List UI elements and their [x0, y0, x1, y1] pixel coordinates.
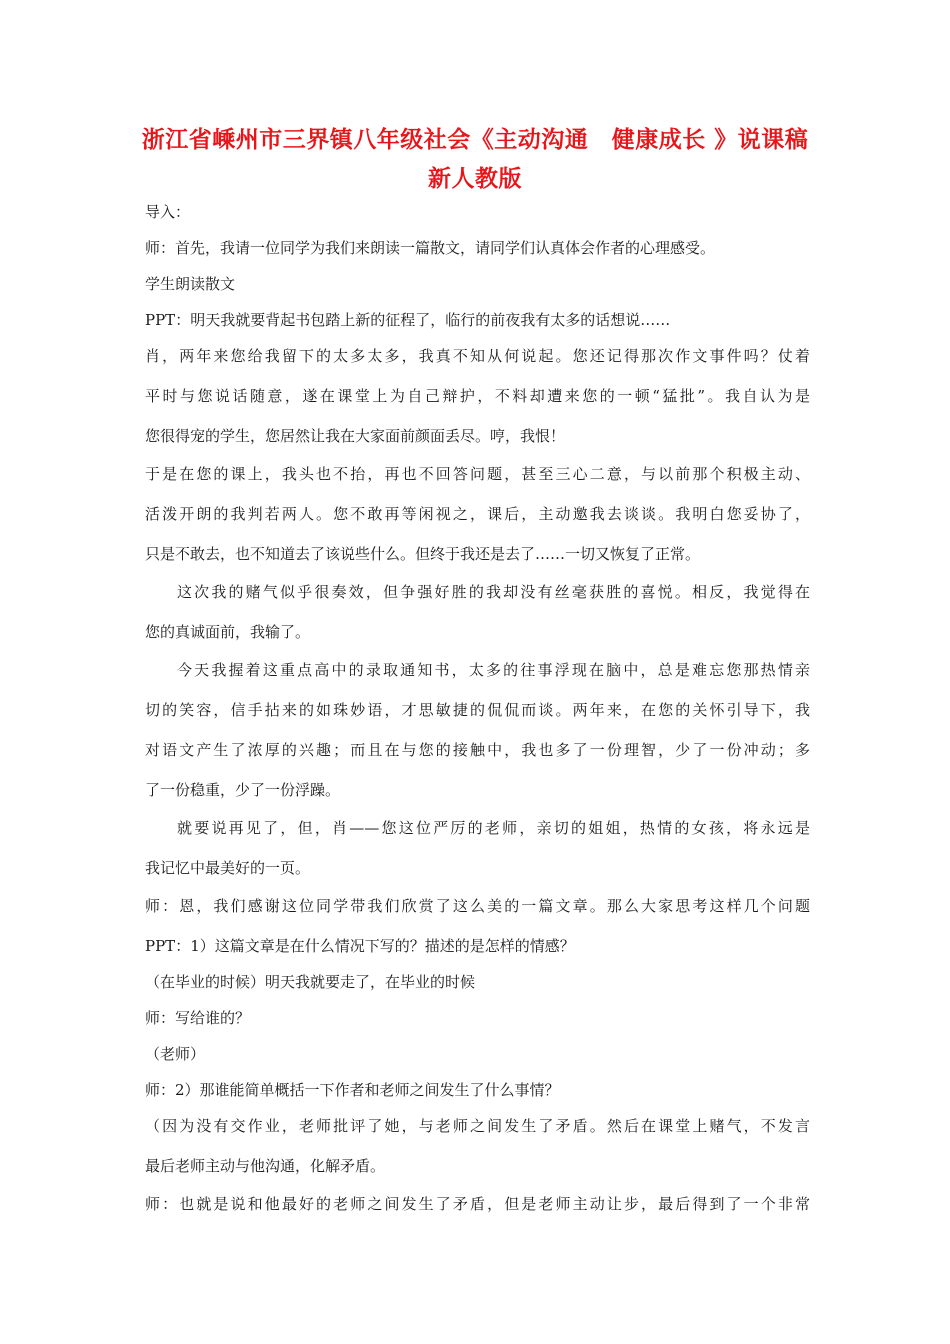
paragraph-line: 师：首先，我请一位同学为我们来朗读一篇散文，请同学们认真体会作者的心理感受。 — [145, 239, 716, 257]
paragraph-line: 肖，两年来您给我留下的太多太多，我真不知从何说起。您还记得那次作文事件吗？仗着 — [145, 347, 810, 365]
paragraph-line: 我记忆中最美好的一页。 — [145, 859, 311, 877]
paragraph-line: PPT：1）这篇文章是在什么情况下写的？描述的是怎样的情感？ — [145, 937, 575, 955]
paragraph-line: 学生朗读散文 — [145, 275, 236, 293]
paragraph-line: 师：恩，我们感谢这位同学带我们欣赏了这么美的一篇文章。那么大家思考这样几个问题 — [145, 897, 810, 915]
paragraph-line: 今天我握着这重点高中的录取通知书，太多的往事浮现在脑中，总是难忘您那热情亲 — [177, 661, 810, 679]
paragraph-line: （老师） — [145, 1045, 206, 1063]
paragraph-line: PPT：明天我就要背起书包踏上新的征程了，临行的前夜我有太多的话想说…… — [145, 311, 671, 329]
document-title-line-2: 新人教版 — [428, 165, 522, 192]
paragraph-line: 了一份稳重，少了一份浮躁。 — [145, 781, 341, 799]
paragraph-line: （在毕业的时候）明天我就要走了，在毕业的时候 — [145, 973, 476, 991]
paragraph-line: 导入： — [145, 203, 191, 221]
paragraph-line: 只是不敢去，也不知道去了该说些什么。但终于我还是去了……一切又恢复了正常。 — [145, 545, 701, 563]
paragraph-line: 师：写给谁的？ — [145, 1009, 251, 1027]
paragraph-line: 这次我的赌气似乎很奏效，但争强好胜的我却没有丝毫获胜的喜悦。相反，我觉得在 — [177, 583, 810, 601]
paragraph-line: 师：也就是说和他最好的老师之间发生了矛盾，但是老师主动让步，最后得到了一个非常 — [145, 1195, 810, 1213]
paragraph-line: 就要说再见了，但，肖——您这位严厉的老师，亲切的姐姐，热情的女孩，将永远是 — [177, 819, 810, 837]
document-title-line-1: 浙江省嵊州市三界镇八年级社会《主动沟通 健康成长 》说课稿 — [141, 126, 809, 153]
paragraph-line: （因为没有交作业，老师批评了她，与老师之间发生了矛盾。然后在课堂上赌气，不发言 — [145, 1117, 810, 1135]
paragraph-line: 最后老师主动与他沟通，化解矛盾。 — [145, 1157, 386, 1175]
paragraph-line: 您很得宠的学生，您居然让我在大家面前颜面丢尽。哼，我恨！ — [145, 427, 566, 445]
paragraph-line: 对语文产生了浓厚的兴趣；而且在与您的接触中，我也多了一份理智，少了一份冲动；多 — [145, 741, 810, 759]
paragraph-line: 于是在您的课上，我头也不抬，再也不回答问题，甚至三心二意，与以前那个积极主动、 — [145, 465, 810, 483]
paragraph-line: 师：2）那谁能简单概括一下作者和老师之间发生了什么事情？ — [145, 1081, 560, 1099]
paragraph-line: 切的笑容，信手拈来的如珠妙语，才思敏捷的侃侃而谈。两年来，在您的关怀引导下，我 — [145, 701, 810, 719]
paragraph-line: 活泼开朗的我判若两人。您不敢再等闲视之，课后，主动邀我去谈谈。我明白您妥协了， — [145, 505, 810, 523]
paragraph-line: 您的真诚面前，我输了。 — [145, 623, 311, 641]
paragraph-line: 平时与您说话随意，遂在课堂上为自己辩护，不料却遭来您的一顿“猛批”。我自认为是 — [145, 387, 810, 405]
